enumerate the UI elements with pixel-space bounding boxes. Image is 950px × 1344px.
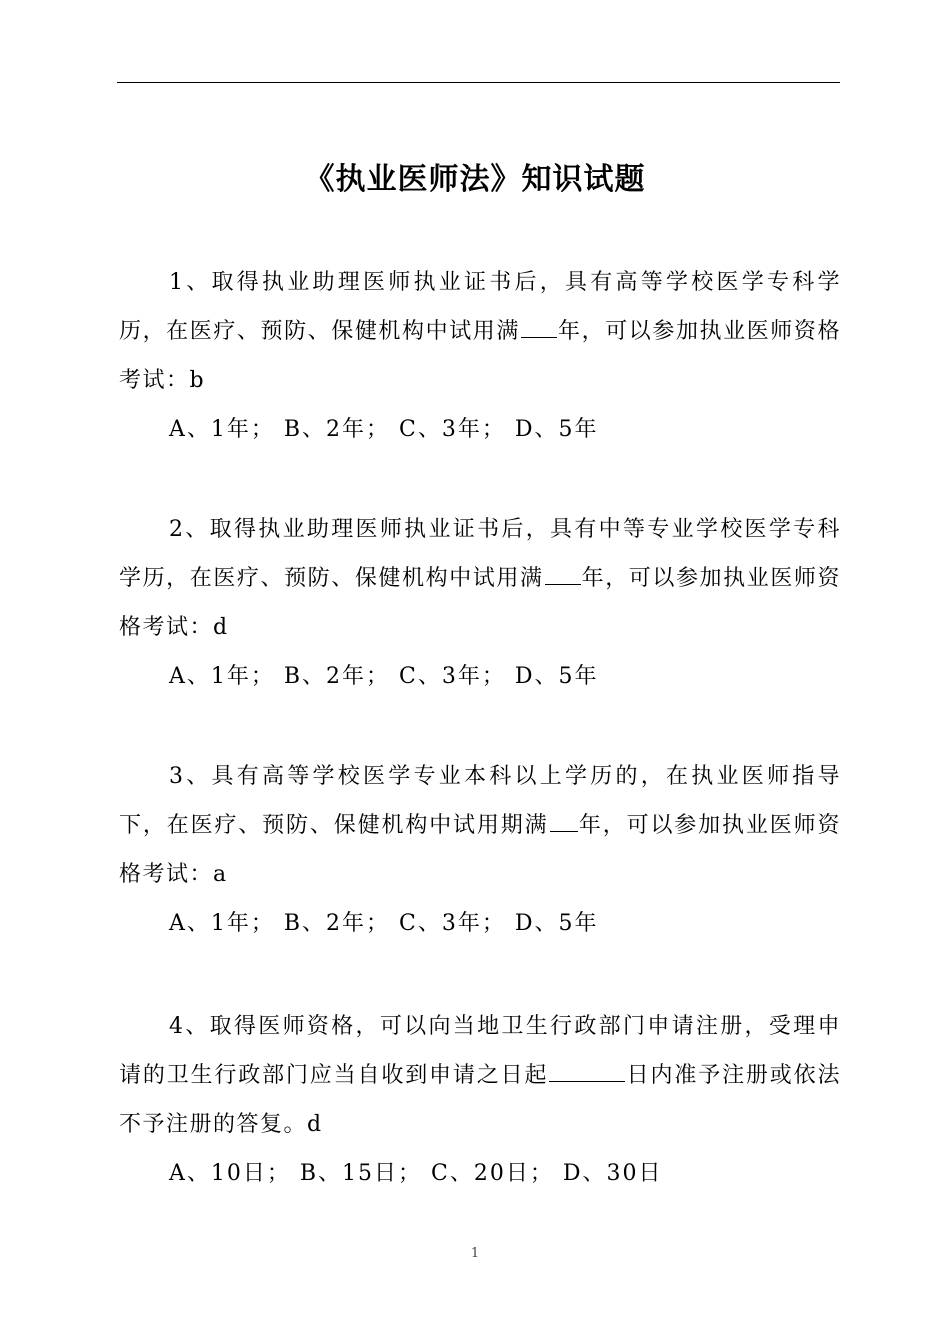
- answer-blank: [549, 1059, 625, 1082]
- header-rule: [117, 82, 840, 83]
- stem-text-after: 年，可以参加执业医师资格考试：d: [119, 566, 841, 640]
- stem-text-before: 1、取得执业助理医师执业证书后，具有高等学校医学专科学历，在医疗、预防、保健机构中试用满: [119, 270, 841, 344]
- stem-text-after: 年，可以参加执业医师资格考试：a: [119, 813, 841, 887]
- question-stem: [119, 505, 841, 652]
- question-3: [119, 752, 841, 948]
- question-1: [119, 258, 841, 454]
- question-stem: [119, 752, 841, 899]
- question-stem: [119, 258, 841, 405]
- question-4: [119, 1002, 841, 1198]
- answer-blank: [550, 809, 578, 832]
- question-options: A、10日； B、15日； C、20日； D、30日: [169, 1161, 663, 1186]
- question-options: A、1年； B、2年； C、3年； D、5年: [169, 417, 599, 442]
- answer-blank: [521, 315, 557, 338]
- question-options: A、1年； B、2年； C、3年； D、5年: [169, 664, 599, 689]
- document-title: 《执业医师法》知识试题: [304, 162, 646, 197]
- stem-text-before: 2、取得执业助理医师执业证书后，具有中等专业学校医学专科学历，在医疗、预防、保健机构中试用满: [119, 517, 841, 591]
- question-options: A、1年； B、2年； C、3年； D、5年: [169, 911, 599, 936]
- page-number: 1: [470, 1246, 480, 1261]
- stem-text-after: 年，可以参加执业医师资格考试：b: [119, 319, 841, 393]
- stem-text-before: 4、取得医师资格，可以向当地卫生行政部门申请注册，受理申请的卫生行政部门应当自收到申请之日起: [119, 1014, 841, 1088]
- question-stem: [119, 1002, 841, 1149]
- stem-text-before: 3、具有高等学校医学专业本科以上学历的，在执业医师指导下，在医疗、预防、保健机构中试用期满: [119, 764, 841, 838]
- question-2: [119, 505, 841, 701]
- answer-blank: [545, 562, 581, 585]
- stem-text-after: 日内准予注册或依法不予注册的答复。d: [119, 1063, 841, 1137]
